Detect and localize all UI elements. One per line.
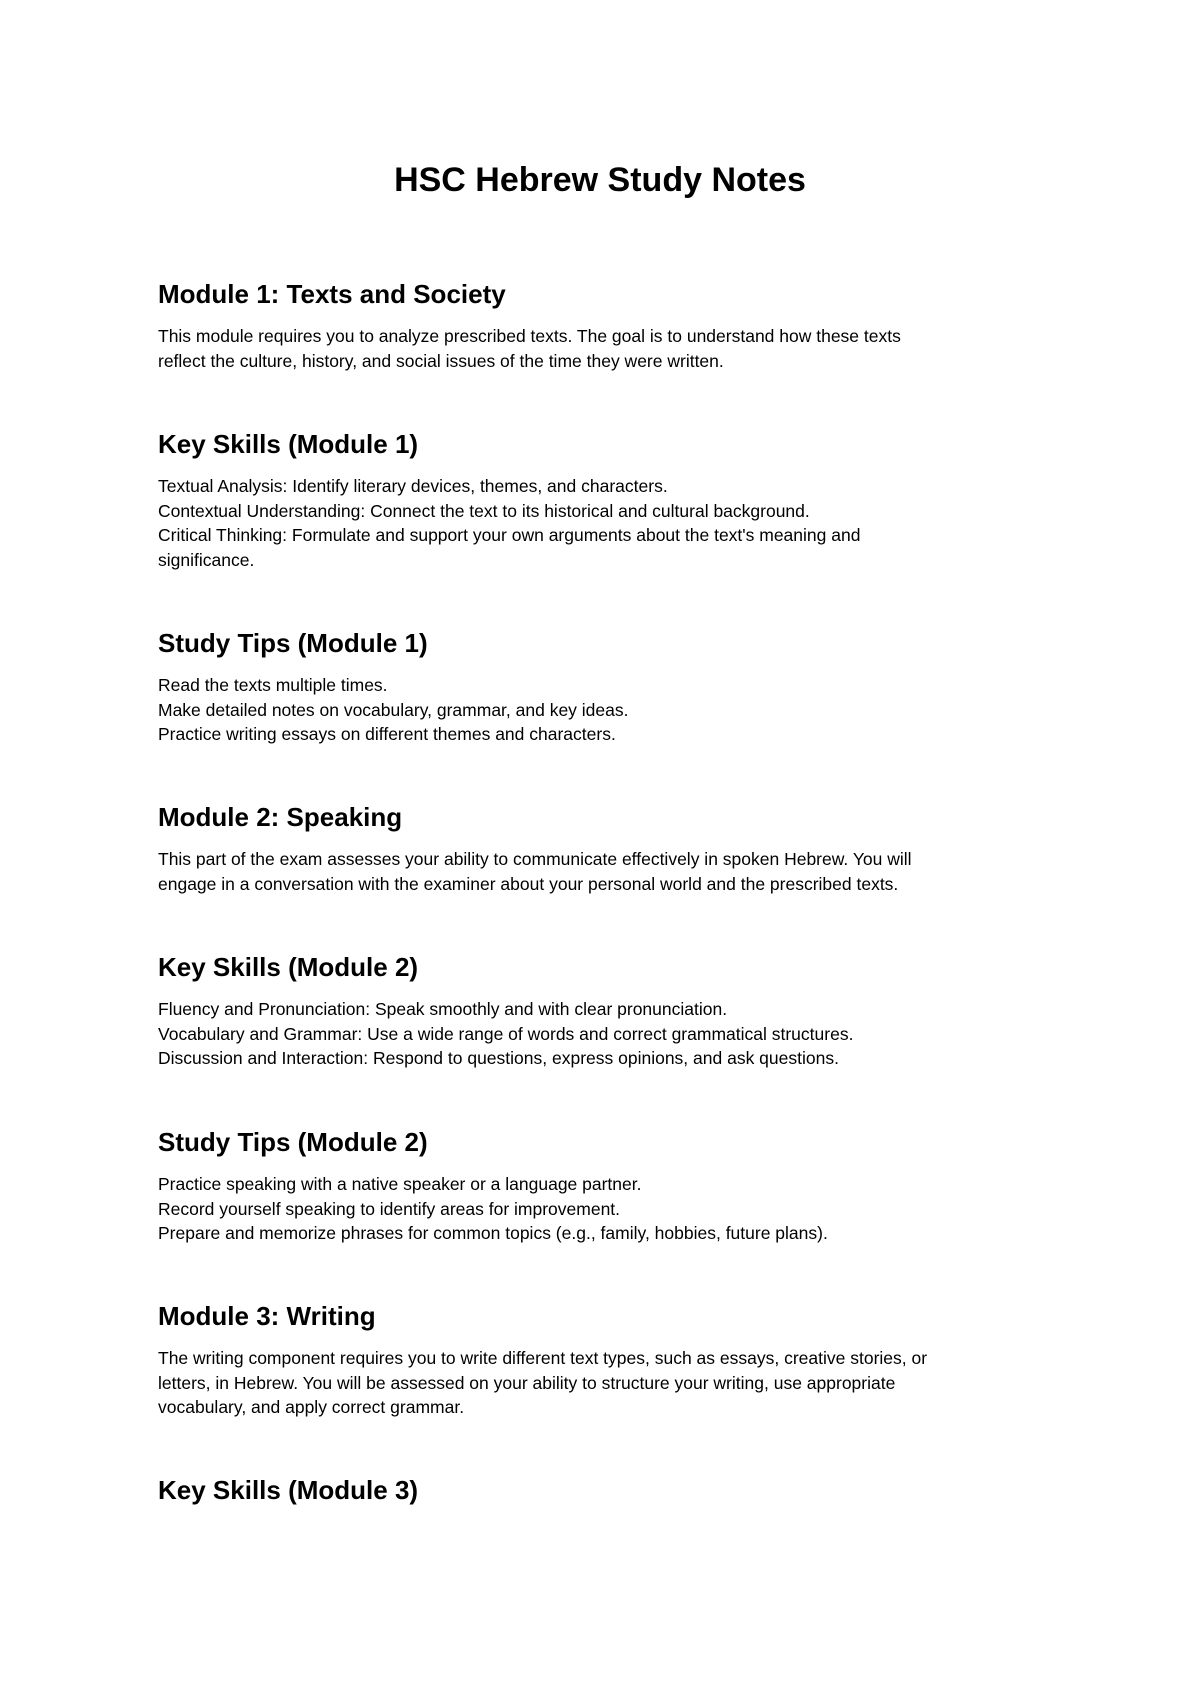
body-line: Textual Analysis: Identify literary devices, themes, and characters. — [158, 476, 668, 496]
section-heading: Key Skills (Module 2) — [158, 952, 419, 982]
body-line: Contextual Understanding: Connect the text to its historical and cultural background. — [158, 500, 810, 521]
section-body — [158, 673, 1058, 747]
body-line: The writing component requires you to write different text types, such as essays, creative stories, or — [158, 1348, 928, 1368]
body-line: vocabulary, and apply correct grammar. — [158, 1397, 465, 1417]
body-line: Practice speaking with a native speaker or a language partner. — [158, 1174, 642, 1194]
body-line: significance. — [158, 549, 255, 570]
body-line: Practice writing essays on different themes and characters. — [158, 724, 616, 744]
section-body — [158, 324, 1058, 373]
section-heading: Module 3: Writing — [158, 1301, 376, 1331]
section-body — [158, 474, 1058, 572]
section-key-skills-module-3 — [158, 1474, 1058, 1506]
body-line: engage in a conversation with the examiner about your personal world and the prescribed texts. — [158, 873, 899, 894]
section-module-3 — [158, 1300, 1058, 1420]
body-line: Prepare and memorize phrases for common topics (e.g., family, hobbies, future plans). — [158, 1223, 828, 1243]
body-line: Read the texts multiple times. — [158, 675, 388, 695]
section-heading: Study Tips (Module 1) — [158, 628, 428, 658]
section-body — [158, 1346, 1058, 1420]
body-line: This part of the exam assesses your ability to communicate effectively in spoken Hebrew. You will — [158, 849, 912, 869]
body-line: Discussion and Interaction: Respond to questions, express opinions, and ask questions. — [158, 1048, 839, 1068]
body-line: letters, in Hebrew. You will be assessed on your ability to structure your writing, use appropriate — [158, 1372, 896, 1393]
section-heading: Module 2: Speaking — [158, 802, 403, 832]
section-study-tips-module-1 — [158, 627, 1058, 747]
section-module-2 — [158, 801, 1058, 896]
body-line: Critical Thinking: Formulate and support your own arguments about the text's meaning and — [158, 525, 861, 545]
body-line: Fluency and Pronunciation: Speak smoothly and with clear pronunciation. — [158, 999, 728, 1019]
document-title: HSC Hebrew Study Notes — [394, 161, 806, 199]
section-heading: Key Skills (Module 3) — [158, 1475, 419, 1505]
body-line: reflect the culture, history, and social issues of the time they were written. — [158, 350, 724, 371]
section-heading: Module 1: Texts and Society — [158, 279, 506, 309]
section-key-skills-module-2 — [158, 951, 1058, 1071]
section-heading: Key Skills (Module 1) — [158, 429, 419, 459]
section-module-1 — [158, 278, 1058, 373]
section-body — [158, 1172, 1058, 1246]
section-body — [158, 847, 1058, 896]
body-line: Vocabulary and Grammar: Use a wide range of words and correct grammatical structures. — [158, 1023, 854, 1044]
body-line: This module requires you to analyze prescribed texts. The goal is to understand how these texts — [158, 326, 901, 346]
body-line: Make detailed notes on vocabulary, grammar, and key ideas. — [158, 699, 629, 720]
body-line: Record yourself speaking to identify areas for improvement. — [158, 1198, 621, 1219]
section-key-skills-module-1 — [158, 428, 1058, 572]
section-body — [158, 997, 1058, 1071]
section-heading: Study Tips (Module 2) — [158, 1127, 428, 1157]
section-study-tips-module-2 — [158, 1126, 1058, 1246]
